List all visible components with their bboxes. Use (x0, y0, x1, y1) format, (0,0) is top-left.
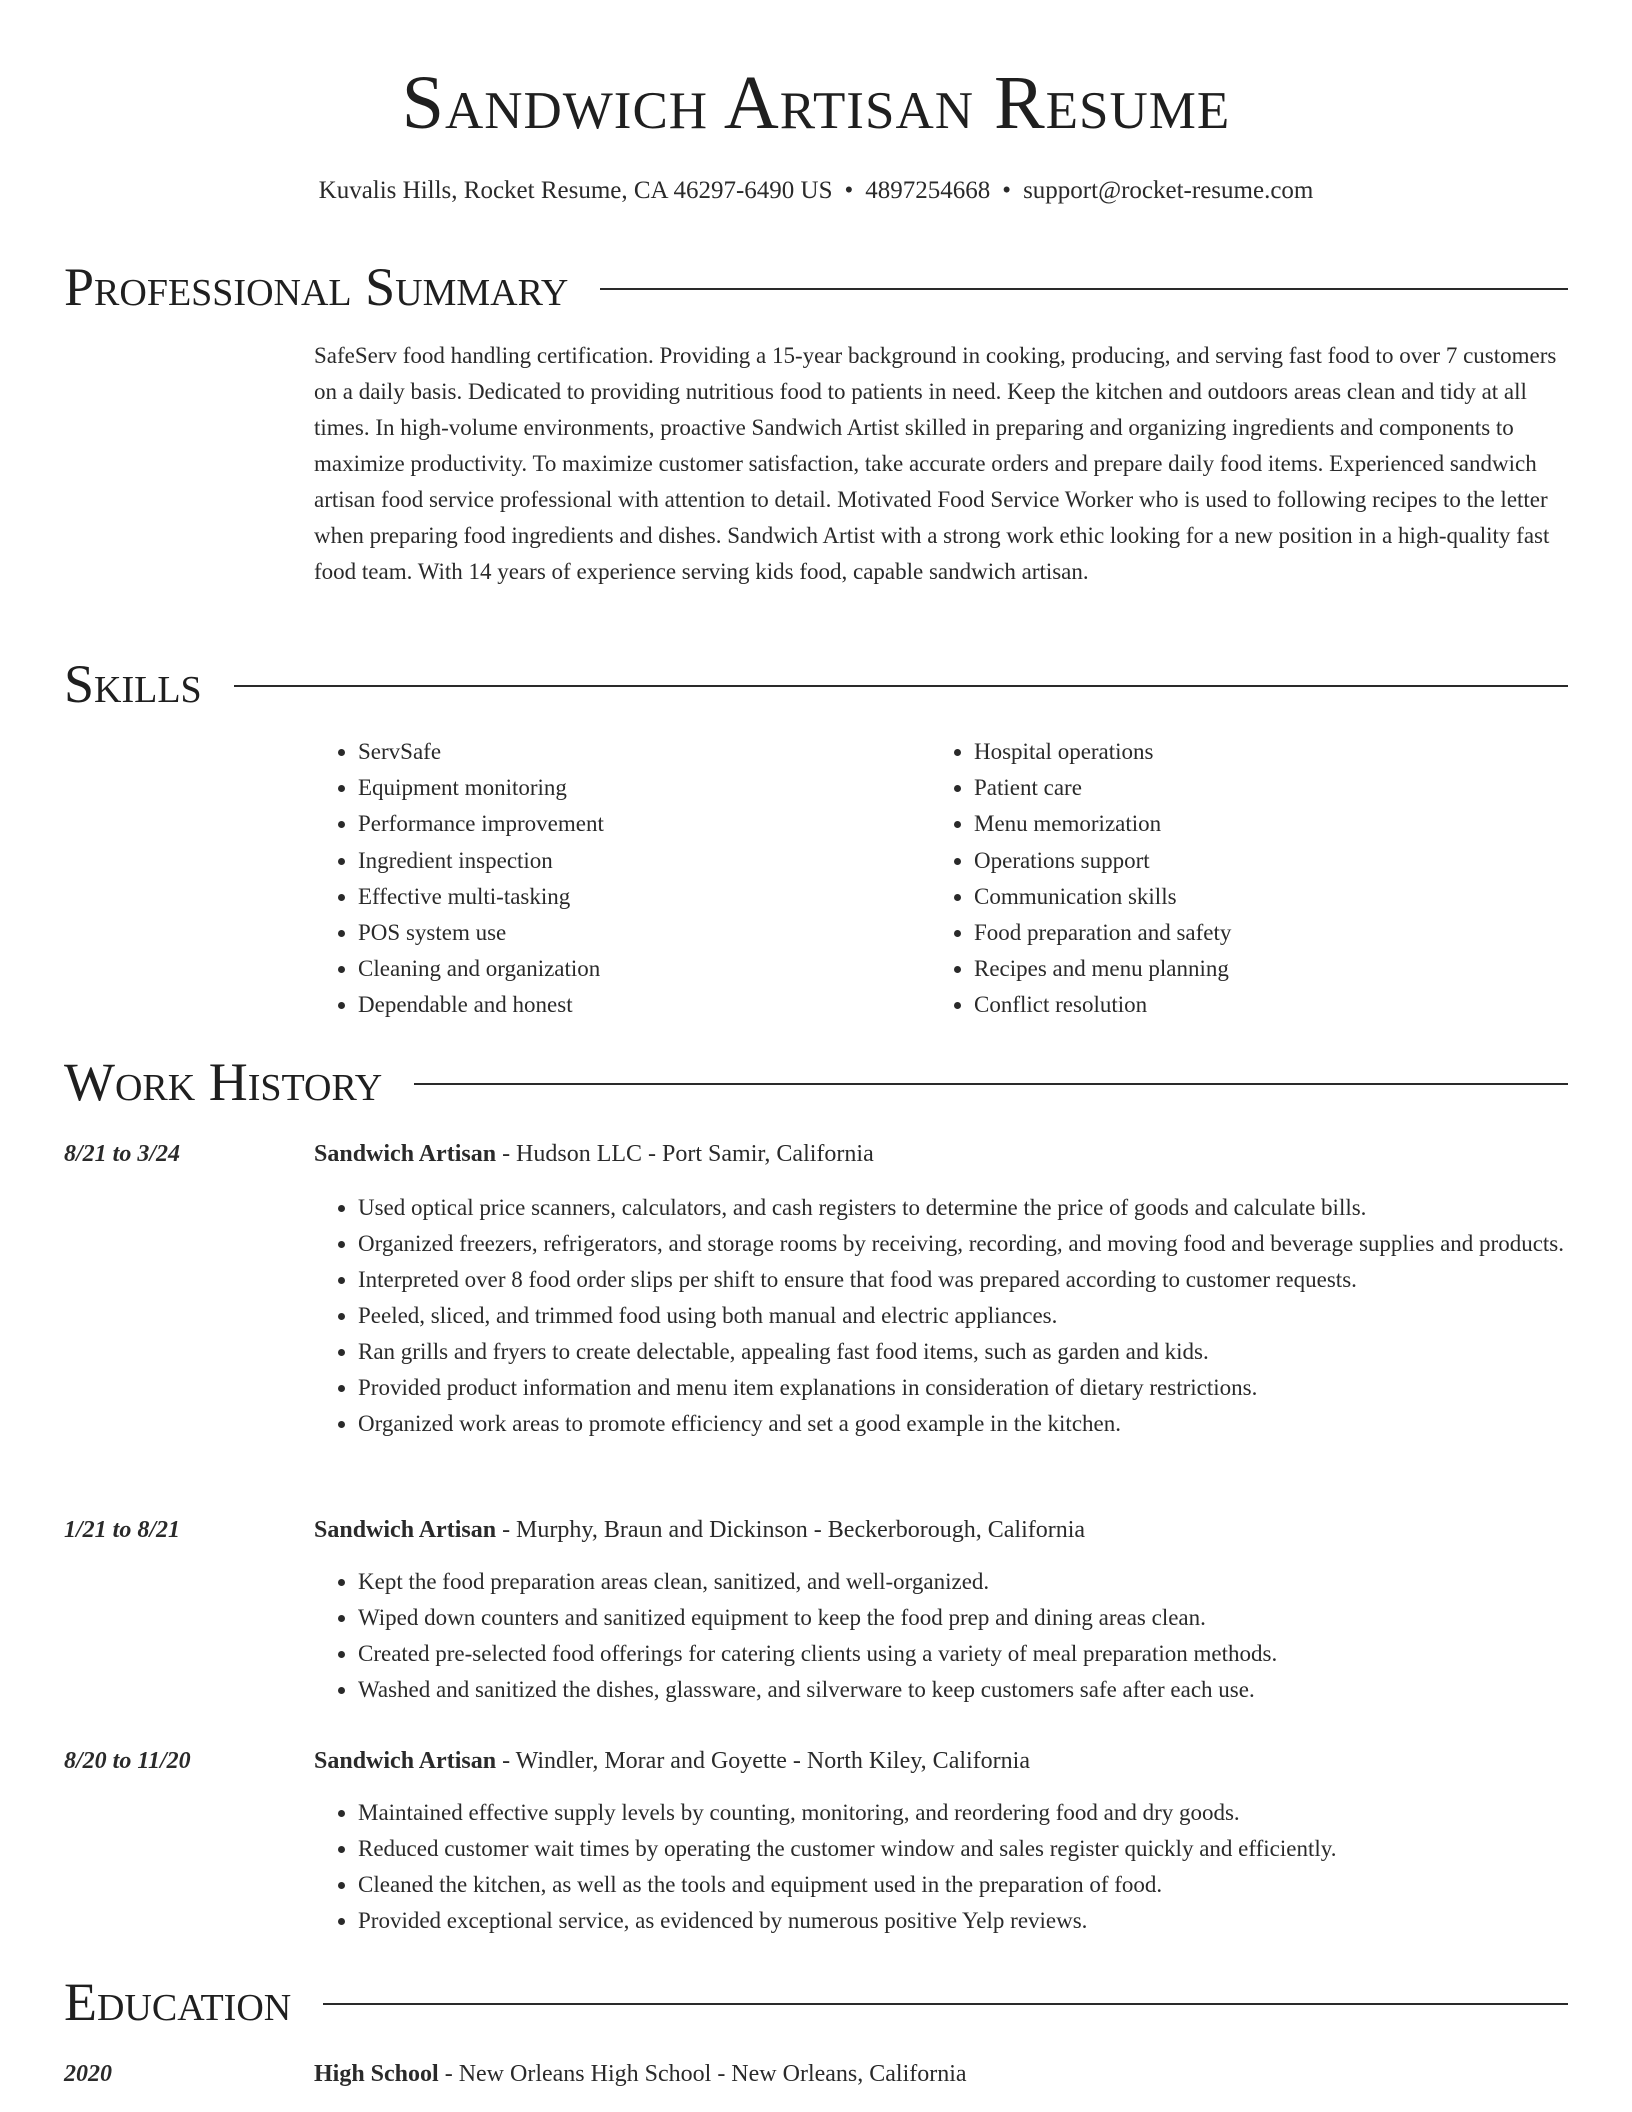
skill-item: • Cleaning and organization (358, 951, 604, 987)
duty-item: • Ran grills and fryers to create delectable, appealing fast food items, such as garden and kids. (358, 1334, 1613, 1370)
duty-item: • Organized work areas to promote efficiency and set a good example in the kitchen. (358, 1406, 1613, 1442)
skill-item: • Conflict resolution (974, 987, 1231, 1023)
section-title-work-history: Work History (64, 1052, 383, 1112)
skill-item: • Communication skills (974, 879, 1231, 915)
job-duties (314, 1190, 1613, 1442)
section-title-skills: Skills (64, 654, 202, 714)
job-duties (314, 1564, 1613, 1708)
contact-separator: • (844, 177, 854, 204)
job-title: Sandwich Artisan (314, 1748, 497, 1774)
job-dates: 1/21 to 8/21 (64, 1517, 181, 1543)
job-duties (314, 1795, 1613, 1939)
duty-item: • Peeled, sliced, and trimmed food using both manual and electric appliances. (358, 1298, 1613, 1334)
duty-item: • Cleaned the kitchen, as well as the tools and equipment used in the preparation of food. (358, 1867, 1613, 1903)
summary-text: SafeServ food handling certification. Providing a 15-year background in cooking, producing, and serving fast food to over 7 customers on a daily basis. Dedicated to providing nutritious food to patients in need. Keep the kitchen and outdoors areas clean and tidy at all times. In high-volume environments, proactive Sandwich Artist skilled in preparing and organizing ingredients and components to maximize productivity. To maximize customer satisfaction, take accurate orders and prepare daily food items. Experienced sandwich artisan food service professional with attention to detail. Motivated Food Service Worker who is used to following recipes to the letter when preparing food ingredients and dishes. Sandwich Artist with a strong work ethic looking for a new position in a high-quality fast food team. With 14 years of experience serving kids food, capable sandwich artisan. (314, 343, 1557, 584)
skill-item: • Effective multi-tasking (358, 879, 604, 915)
education-heading (314, 2058, 967, 2090)
skill-item: • Menu memorization (974, 806, 1231, 842)
skill-item: • Performance improvement (358, 806, 604, 842)
section-title-education: Education (64, 1972, 292, 2032)
skill-item: • Equipment monitoring (358, 770, 604, 806)
education-degree: High School (314, 2061, 439, 2087)
job-heading (314, 1745, 1030, 1777)
skill-item: • Hospital operations (974, 734, 1231, 770)
job-heading (314, 1138, 874, 1170)
duty-item: • Provided product information and menu item explanations in consideration of dietary restrictions. (358, 1370, 1613, 1406)
skills-column-1 (314, 734, 604, 1024)
job-title: Sandwich Artisan (314, 1141, 497, 1167)
job-heading (314, 1514, 1085, 1546)
job-dates: 8/21 to 3/24 (64, 1141, 181, 1167)
education-year: 2020 (64, 2061, 112, 2087)
duty-item: • Maintained effective supply levels by counting, monitoring, and reordering food and dry goods. (358, 1795, 1613, 1831)
section-header-education (64, 1970, 1568, 2034)
section-title-summary: Professional Summary (64, 257, 569, 317)
job-employer: - Hudson LLC - Port Samir, California (496, 1141, 874, 1167)
section-divider (600, 288, 1568, 290)
job-employer: - Murphy, Braun and Dickinson - Beckerborough, California (496, 1517, 1086, 1543)
section-divider (234, 685, 1568, 687)
duty-item: • Reduced customer wait times by operating the customer window and sales register quickly and efficiently. (358, 1831, 1613, 1867)
section-divider (323, 2003, 1568, 2005)
duty-item: • Organized freezers, refrigerators, and storage rooms by receiving, recording, and moving food and beverage supplies and products. (358, 1226, 1613, 1262)
duty-item: • Wiped down counters and sanitized equipment to keep the food prep and dining areas clean. (358, 1600, 1613, 1636)
education-school: - New Orleans High School - New Orleans, California (438, 2061, 967, 2087)
section-header-skills (64, 652, 1568, 716)
section-divider (414, 1083, 1568, 1085)
duty-item: • Provided exceptional service, as evidenced by numerous positive Yelp reviews. (358, 1903, 1613, 1939)
skill-item: • Food preparation and safety (974, 915, 1231, 951)
contact-separator: • (1002, 177, 1012, 204)
skill-item: • Operations support (974, 843, 1231, 879)
skill-item: • Dependable and honest (358, 987, 604, 1023)
job-employer: - Windler, Morar and Goyette - North Kiley, California (496, 1748, 1030, 1774)
job-title: Sandwich Artisan (314, 1517, 497, 1543)
contact-phone: 4897254668 (865, 177, 991, 204)
contact-email: support@rocket-resume.com (1023, 177, 1314, 204)
contact-address: Kuvalis Hills, Rocket Resume, CA 46297-6490 US (318, 177, 833, 204)
duty-item: • Used optical price scanners, calculators, and cash registers to determine the price of goods and calculate bills. (358, 1190, 1613, 1226)
duty-item: • Washed and sanitized the dishes, glassware, and silverware to keep customers safe after each use. (358, 1672, 1613, 1708)
skill-item: • ServSafe (358, 734, 604, 770)
skill-item: • Ingredient inspection (358, 843, 604, 879)
job-dates: 8/20 to 11/20 (64, 1748, 191, 1774)
duty-item: • Created pre-selected food offerings for catering clients using a variety of meal preparation methods. (358, 1636, 1613, 1672)
skill-item: • POS system use (358, 915, 604, 951)
resume-title: Sandwich Artisan Resume (401, 61, 1231, 145)
contact-line (0, 175, 1632, 207)
section-header-work-history (64, 1050, 1568, 1114)
skills-column-2 (930, 734, 1231, 1024)
skill-item: • Patient care (974, 770, 1231, 806)
skill-item: • Recipes and menu planning (974, 951, 1231, 987)
section-header-summary (64, 255, 1568, 319)
duty-item: • Kept the food preparation areas clean, sanitized, and well-organized. (358, 1564, 1613, 1600)
duty-item: • Interpreted over 8 food order slips per shift to ensure that food was prepared according to customer requests. (358, 1262, 1613, 1298)
